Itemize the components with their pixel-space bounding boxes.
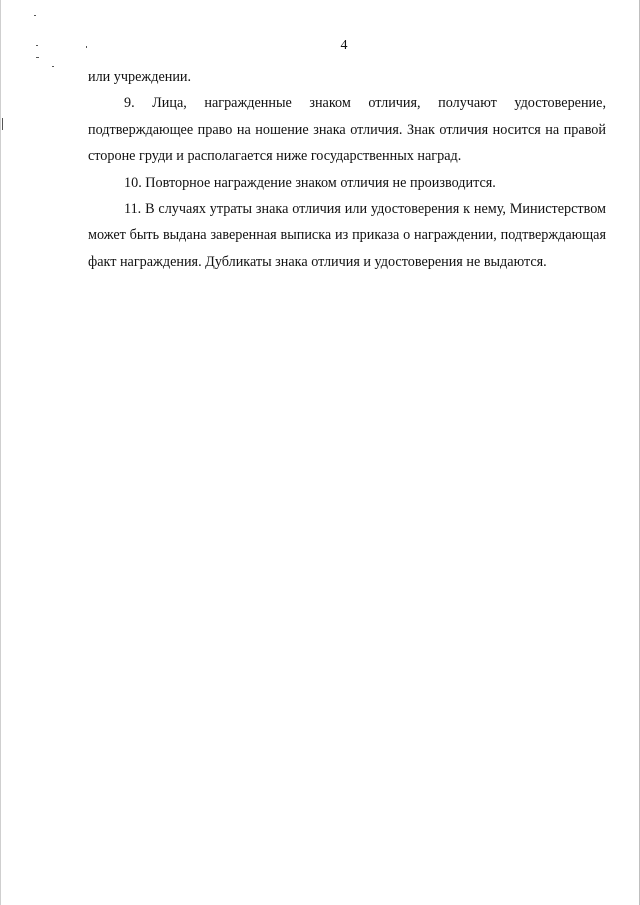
paragraph-9: 9. Лица, награжденные знаком отличия, получают удостоверение, подтверждающее право на ношение знака отличия. Знак отличия носится на правой стороне груди и располагается ниже государственных наград. xyxy=(88,95,606,165)
paragraph-10: 10. Повторное награждение знаком отличия не производится. xyxy=(124,174,496,191)
scan-speck xyxy=(52,66,54,67)
scan-speck xyxy=(36,57,39,58)
scan-speck xyxy=(2,118,3,130)
paragraph-continued: или учреждении. xyxy=(88,69,192,85)
scan-left-edge xyxy=(0,0,1,905)
page-number: 4 xyxy=(340,38,348,53)
paragraph-11: 11. В случаях утраты знака отличия или удостоверения к нему, Министерством может быть выдана заверенная выписка из приказа о награждении, подтверждающая факт награждения. Дубликаты знака отличия и удостоверения не выдаются. xyxy=(88,201,606,270)
scan-speck xyxy=(34,15,36,16)
document-body xyxy=(88,64,606,275)
